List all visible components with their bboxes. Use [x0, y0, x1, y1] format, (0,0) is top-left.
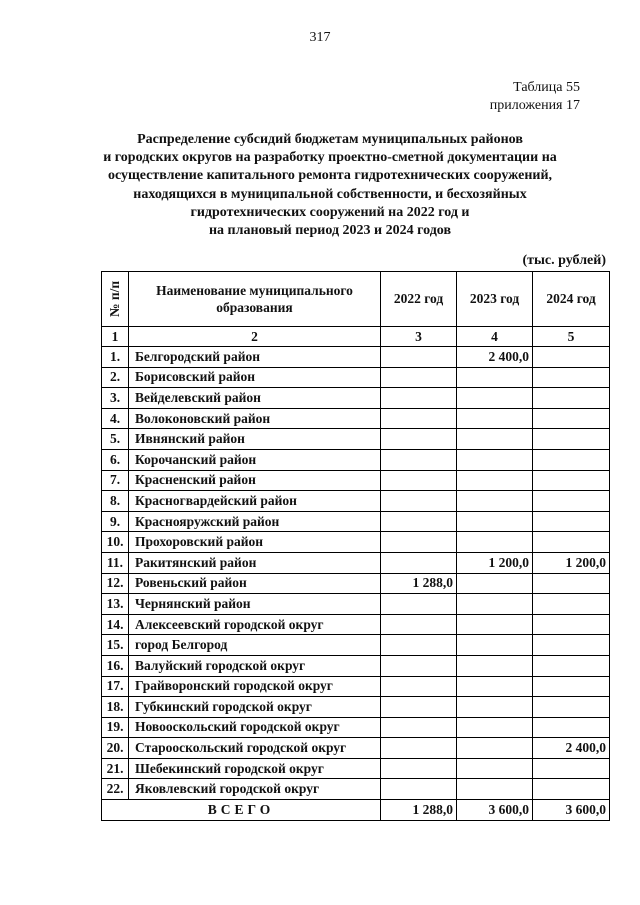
- value-2023: [457, 697, 533, 718]
- municipality-name: Грайворонский городской округ: [129, 676, 381, 697]
- value-2024: [533, 573, 610, 594]
- value-2024: [533, 717, 610, 738]
- header-2024: 2024 год: [533, 272, 610, 327]
- table-row: [102, 614, 610, 635]
- row-number: 11.: [102, 552, 129, 573]
- value-2022: [381, 552, 457, 573]
- header-row: [102, 272, 610, 327]
- value-2023: [457, 594, 533, 615]
- table-row: [102, 738, 610, 759]
- municipality-name: Красногвардейский район: [129, 491, 381, 512]
- table-row: [102, 449, 610, 470]
- row-number: 20.: [102, 738, 129, 759]
- table-row: [102, 388, 610, 409]
- value-2024: [533, 779, 610, 800]
- value-2022: [381, 429, 457, 450]
- row-number: 21.: [102, 758, 129, 779]
- value-2022: [381, 532, 457, 553]
- table-row: [102, 347, 610, 368]
- title-line: осуществление капитального ремонта гидротехнических сооружений,: [107, 168, 553, 184]
- value-2023: [457, 491, 533, 512]
- table-row: [102, 491, 610, 512]
- row-number: 5.: [102, 429, 129, 450]
- value-2024: [533, 676, 610, 697]
- municipality-name: Чернянский район: [129, 594, 381, 615]
- row-number: 18.: [102, 697, 129, 718]
- row-number: 9.: [102, 511, 129, 532]
- subsidy-table: [101, 271, 610, 821]
- value-2024: [533, 470, 610, 491]
- municipality-name: Валуйский городской округ: [129, 655, 381, 676]
- value-2022: [381, 614, 457, 635]
- value-2023: [457, 408, 533, 429]
- municipality-name: Яковлевский городской округ: [129, 779, 381, 800]
- municipality-name: Новооскольский городской округ: [129, 717, 381, 738]
- value-2023: [457, 532, 533, 553]
- value-2024: [533, 758, 610, 779]
- row-number: 3.: [102, 388, 129, 409]
- title-line: гидротехнических сооружений на 2022 год и: [190, 204, 470, 220]
- index-cell: 3: [381, 327, 457, 347]
- value-2023: [457, 573, 533, 594]
- value-2024: [533, 408, 610, 429]
- table-row: [102, 676, 610, 697]
- value-2024: [533, 655, 610, 676]
- index-cell: 2: [129, 327, 381, 347]
- header-num-cell: [102, 272, 129, 327]
- title-line: на плановый период 2023 и 2024 годов: [208, 223, 452, 239]
- value-2023: [457, 449, 533, 470]
- value-2024: [533, 429, 610, 450]
- value-2022: [381, 758, 457, 779]
- table-row: [102, 635, 610, 656]
- page-number: 317: [309, 30, 331, 45]
- value-2024: [533, 449, 610, 470]
- value-2023: [457, 635, 533, 656]
- value-2024: 1 200,0: [533, 552, 610, 573]
- value-2023: [457, 614, 533, 635]
- value-2023: [457, 738, 533, 759]
- value-2023: [457, 758, 533, 779]
- value-2022: [381, 408, 457, 429]
- row-number: 19.: [102, 717, 129, 738]
- value-2023: 2 400,0: [457, 347, 533, 368]
- row-number: 14.: [102, 614, 129, 635]
- value-2023: [457, 429, 533, 450]
- row-number: 12.: [102, 573, 129, 594]
- column-index-row: [102, 327, 610, 347]
- row-number: 2.: [102, 367, 129, 388]
- value-2024: [533, 594, 610, 615]
- table-ref-appendix: приложения 17: [489, 98, 580, 113]
- row-number: 6.: [102, 449, 129, 470]
- table-row: [102, 470, 610, 491]
- municipality-name: Вейделевский район: [129, 388, 381, 409]
- municipality-name: Белгородский район: [129, 347, 381, 368]
- value-2022: [381, 388, 457, 409]
- value-2024: [533, 614, 610, 635]
- value-2024: [533, 697, 610, 718]
- value-2024: [533, 511, 610, 532]
- municipality-name: Старооскольский городской округ: [129, 738, 381, 759]
- value-2023: [457, 717, 533, 738]
- value-2024: [533, 367, 610, 388]
- total-2024: 3 600,0: [533, 800, 610, 821]
- header-2023: 2023 год: [457, 272, 533, 327]
- row-number: 10.: [102, 532, 129, 553]
- municipality-name: Шебекинский городской округ: [129, 758, 381, 779]
- title-line: находящихся в муниципальной собственности, и бесхозяйных: [133, 186, 527, 202]
- value-2022: [381, 511, 457, 532]
- document-title: [60, 131, 600, 240]
- table-row: [102, 655, 610, 676]
- table-row: [102, 697, 610, 718]
- table-row: [102, 429, 610, 450]
- value-2023: 1 200,0: [457, 552, 533, 573]
- table-row: [102, 532, 610, 553]
- value-2022: [381, 347, 457, 368]
- table-row: [102, 717, 610, 738]
- row-number: 15.: [102, 635, 129, 656]
- value-2022: [381, 676, 457, 697]
- index-cell: 1: [102, 327, 129, 347]
- value-2022: [381, 738, 457, 759]
- municipality-name: Волоконовский район: [129, 408, 381, 429]
- title-line: и городских округов на разработку проектно-сметной документации на: [103, 150, 557, 166]
- municipality-name: Борисовский район: [129, 367, 381, 388]
- municipality-name: Ивнянский район: [129, 429, 381, 450]
- total-2022: 1 288,0: [381, 800, 457, 821]
- header-num: № п/п: [107, 280, 122, 318]
- value-2022: [381, 594, 457, 615]
- header-2022: 2022 год: [381, 272, 457, 327]
- row-number: 16.: [102, 655, 129, 676]
- index-cell: 4: [457, 327, 533, 347]
- table-row: [102, 779, 610, 800]
- value-2023: [457, 676, 533, 697]
- value-2022: [381, 491, 457, 512]
- value-2024: [533, 491, 610, 512]
- row-number: 7.: [102, 470, 129, 491]
- value-2024: [533, 532, 610, 553]
- total-2023: 3 600,0: [457, 800, 533, 821]
- row-number: 13.: [102, 594, 129, 615]
- row-number: 4.: [102, 408, 129, 429]
- value-2023: [457, 779, 533, 800]
- value-2022: [381, 697, 457, 718]
- value-2023: [457, 511, 533, 532]
- municipality-name: Корочанский район: [129, 449, 381, 470]
- municipality-name: город Белгород: [129, 635, 381, 656]
- table-body: [102, 347, 610, 800]
- value-2024: 2 400,0: [533, 738, 610, 759]
- total-row: [102, 800, 610, 821]
- municipality-name: Алексеевский городской округ: [129, 614, 381, 635]
- value-2022: [381, 779, 457, 800]
- index-cell: 5: [533, 327, 610, 347]
- table-row: [102, 511, 610, 532]
- total-label: ВСЕГО: [102, 800, 381, 821]
- row-number: 8.: [102, 491, 129, 512]
- value-2022: 1 288,0: [381, 573, 457, 594]
- value-2024: [533, 347, 610, 368]
- value-2023: [457, 367, 533, 388]
- municipality-name: Ракитянский район: [129, 552, 381, 573]
- table-row: [102, 758, 610, 779]
- title-line: Распределение субсидий бюджетам муниципальных районов: [137, 132, 523, 147]
- table-row: [102, 594, 610, 615]
- table-row: [102, 573, 610, 594]
- value-2022: [381, 470, 457, 491]
- value-2024: [533, 635, 610, 656]
- value-2022: [381, 717, 457, 738]
- value-2022: [381, 635, 457, 656]
- value-2024: [533, 388, 610, 409]
- value-2023: [457, 470, 533, 491]
- table-ref-number: Таблица 55: [513, 80, 580, 95]
- municipality-name: Ровеньский район: [129, 573, 381, 594]
- municipality-name: Краснояружский район: [129, 511, 381, 532]
- row-number: 22.: [102, 779, 129, 800]
- value-2023: [457, 655, 533, 676]
- table-row: [102, 552, 610, 573]
- row-number: 1.: [102, 347, 129, 368]
- row-number: 17.: [102, 676, 129, 697]
- table-row: [102, 408, 610, 429]
- value-2022: [381, 449, 457, 470]
- value-2022: [381, 655, 457, 676]
- table-row: [102, 367, 610, 388]
- header-name: Наименование муниципального образования: [129, 272, 381, 327]
- municipality-name: Губкинский городской округ: [129, 697, 381, 718]
- municipality-name: Прохоровский район: [129, 532, 381, 553]
- value-2023: [457, 388, 533, 409]
- value-2022: [381, 367, 457, 388]
- municipality-name: Красненский район: [129, 470, 381, 491]
- units-label: (тыс. рублей): [522, 253, 606, 268]
